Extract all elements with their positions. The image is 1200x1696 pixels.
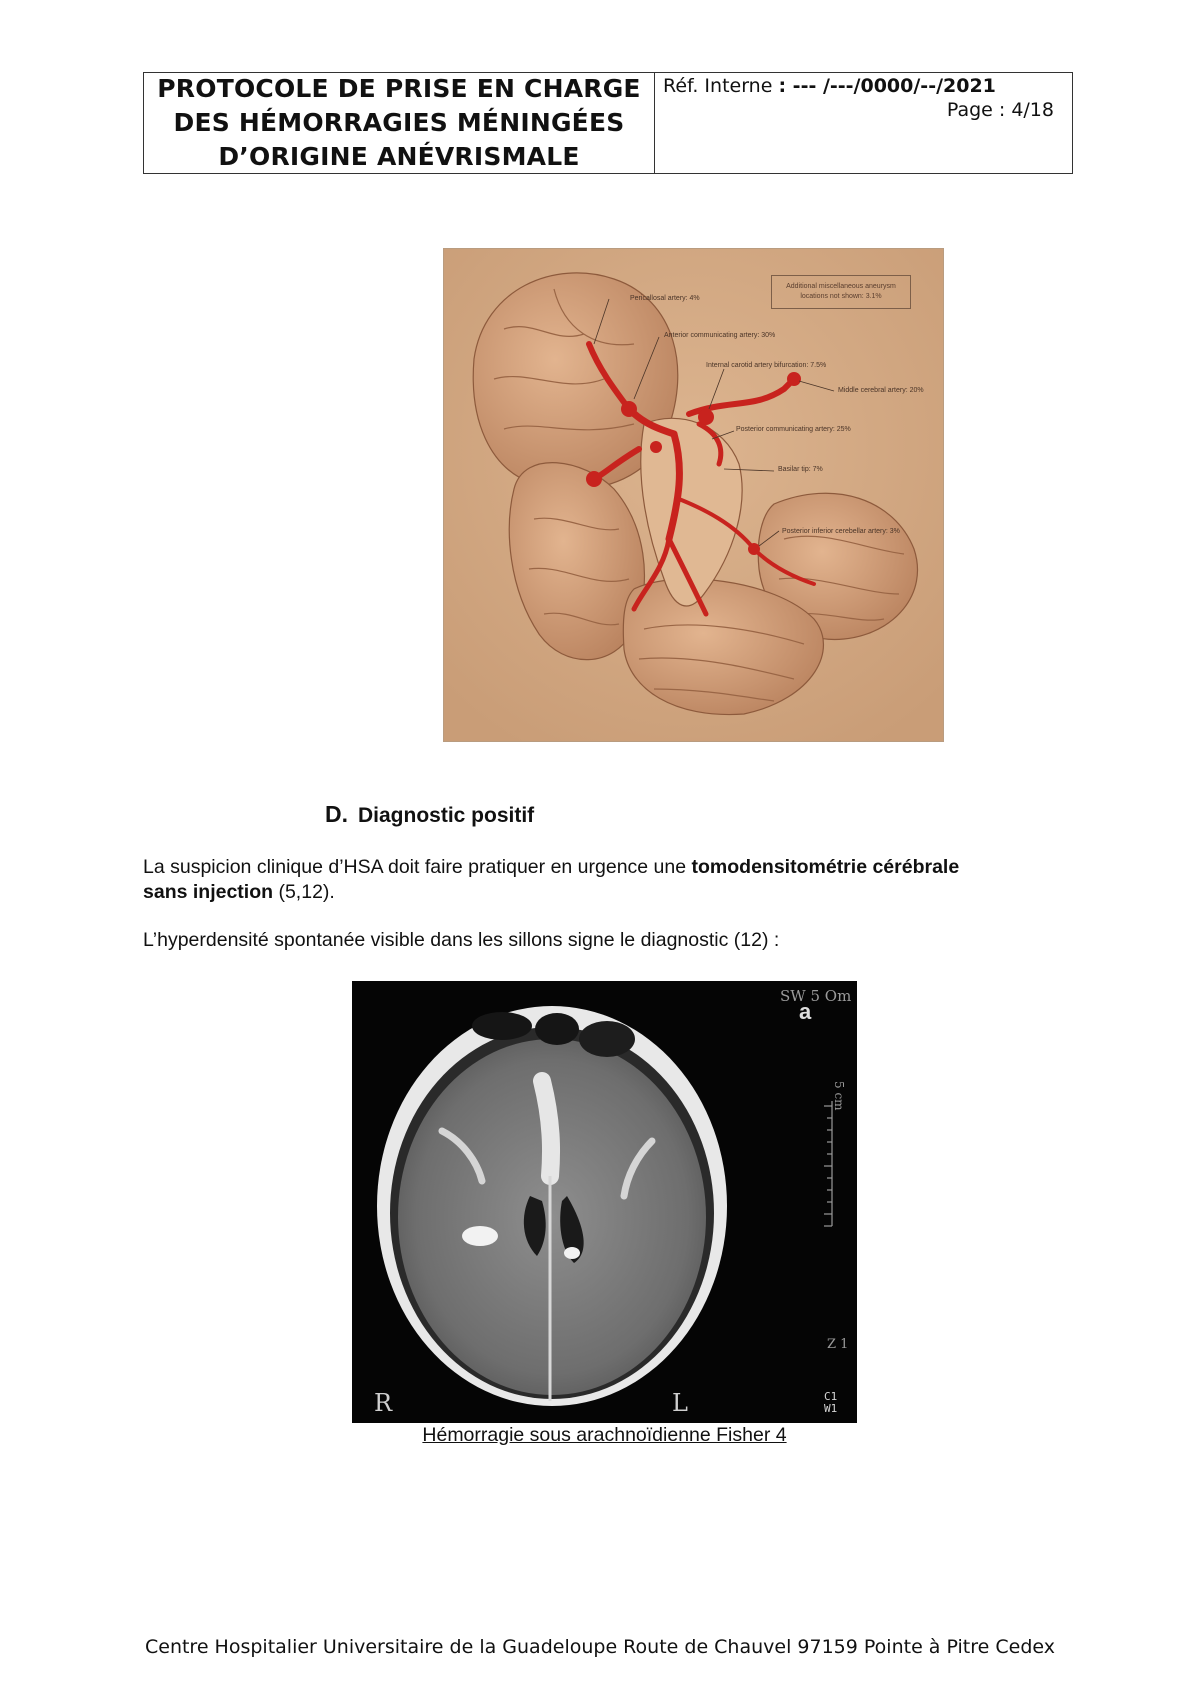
document-title	[144, 73, 655, 173]
label-internal-carotid: Internal carotid artery bifurcation: 7.5%	[706, 362, 827, 369]
ref-code: : --- /---/0000/--/2021	[778, 75, 996, 97]
document-meta	[655, 73, 1072, 173]
ct-slice-drawing	[352, 981, 857, 1423]
page-number: Page : 4/18	[946, 99, 1054, 121]
aneurysm-locations-illustration	[443, 248, 944, 742]
ct-scale-label: 5 cm	[832, 1081, 846, 1111]
ct-scan-image	[352, 981, 857, 1423]
p1-end: (5,12).	[273, 881, 335, 903]
document-header	[143, 72, 1073, 174]
title-line-2: DES HÉMORRAGIES MÉNINGÉES	[173, 108, 625, 137]
ct-panel-letter: a	[799, 999, 812, 1024]
label-middle-cerebral: Middle cerebral artery: 20%	[838, 387, 924, 394]
section-letter: D.	[325, 801, 348, 827]
ct-right-marker: R	[374, 1389, 393, 1417]
paragraph-hyperdensity: L’hyperdensité spontanée visible dans les sillons signe le diagnostic (12) :	[143, 929, 780, 951]
title-line-1: PROTOCOLE DE PRISE EN CHARGE	[157, 74, 641, 103]
label-anterior-communicating: Anterior communicating artery: 30%	[664, 332, 776, 339]
figure-legend-box: Additional miscellaneous aneurysm locations not shown: 3.1%	[771, 275, 911, 309]
internal-reference	[663, 75, 996, 97]
ct-corner-top: SW 5 Om	[780, 987, 852, 1005]
ct-side-mark: Z 1	[827, 1337, 849, 1352]
p1-bold: tomodensitométrie cérébrale sans injection	[143, 856, 960, 903]
label-pica: Posterior inferior cerebellar artery: 3%	[782, 528, 900, 535]
label-posterior-communicating: Posterior communicating artery: 25%	[736, 426, 851, 433]
paragraph-ct-indication	[143, 855, 963, 905]
p1-text: La suspicion clinique d’HSA doit faire pratiquer en urgence une	[143, 856, 692, 878]
page-footer: Centre Hospitalier Universitaire de la Guadeloupe Route de Chauvel 97159 Pointe à Pitre Cedex	[144, 1636, 1055, 1658]
label-pericallosal: Pericallosal artery: 4%	[630, 295, 700, 302]
section-title: Diagnostic positif	[358, 804, 535, 827]
brain-base-drawing	[444, 249, 944, 742]
ct-left-marker: L	[672, 1389, 688, 1417]
ref-label: Réf. Interne	[663, 75, 773, 97]
ct-caption: Hémorragie sous arachnoïdienne Fisher 4	[422, 1424, 787, 1446]
section-heading	[325, 801, 534, 828]
title-line-3: D’ORIGINE ANÉVRISMALE	[218, 142, 580, 171]
ct-window-info: C1 W1	[824, 1390, 838, 1415]
label-basilar-tip: Basilar tip: 7%	[778, 466, 823, 473]
